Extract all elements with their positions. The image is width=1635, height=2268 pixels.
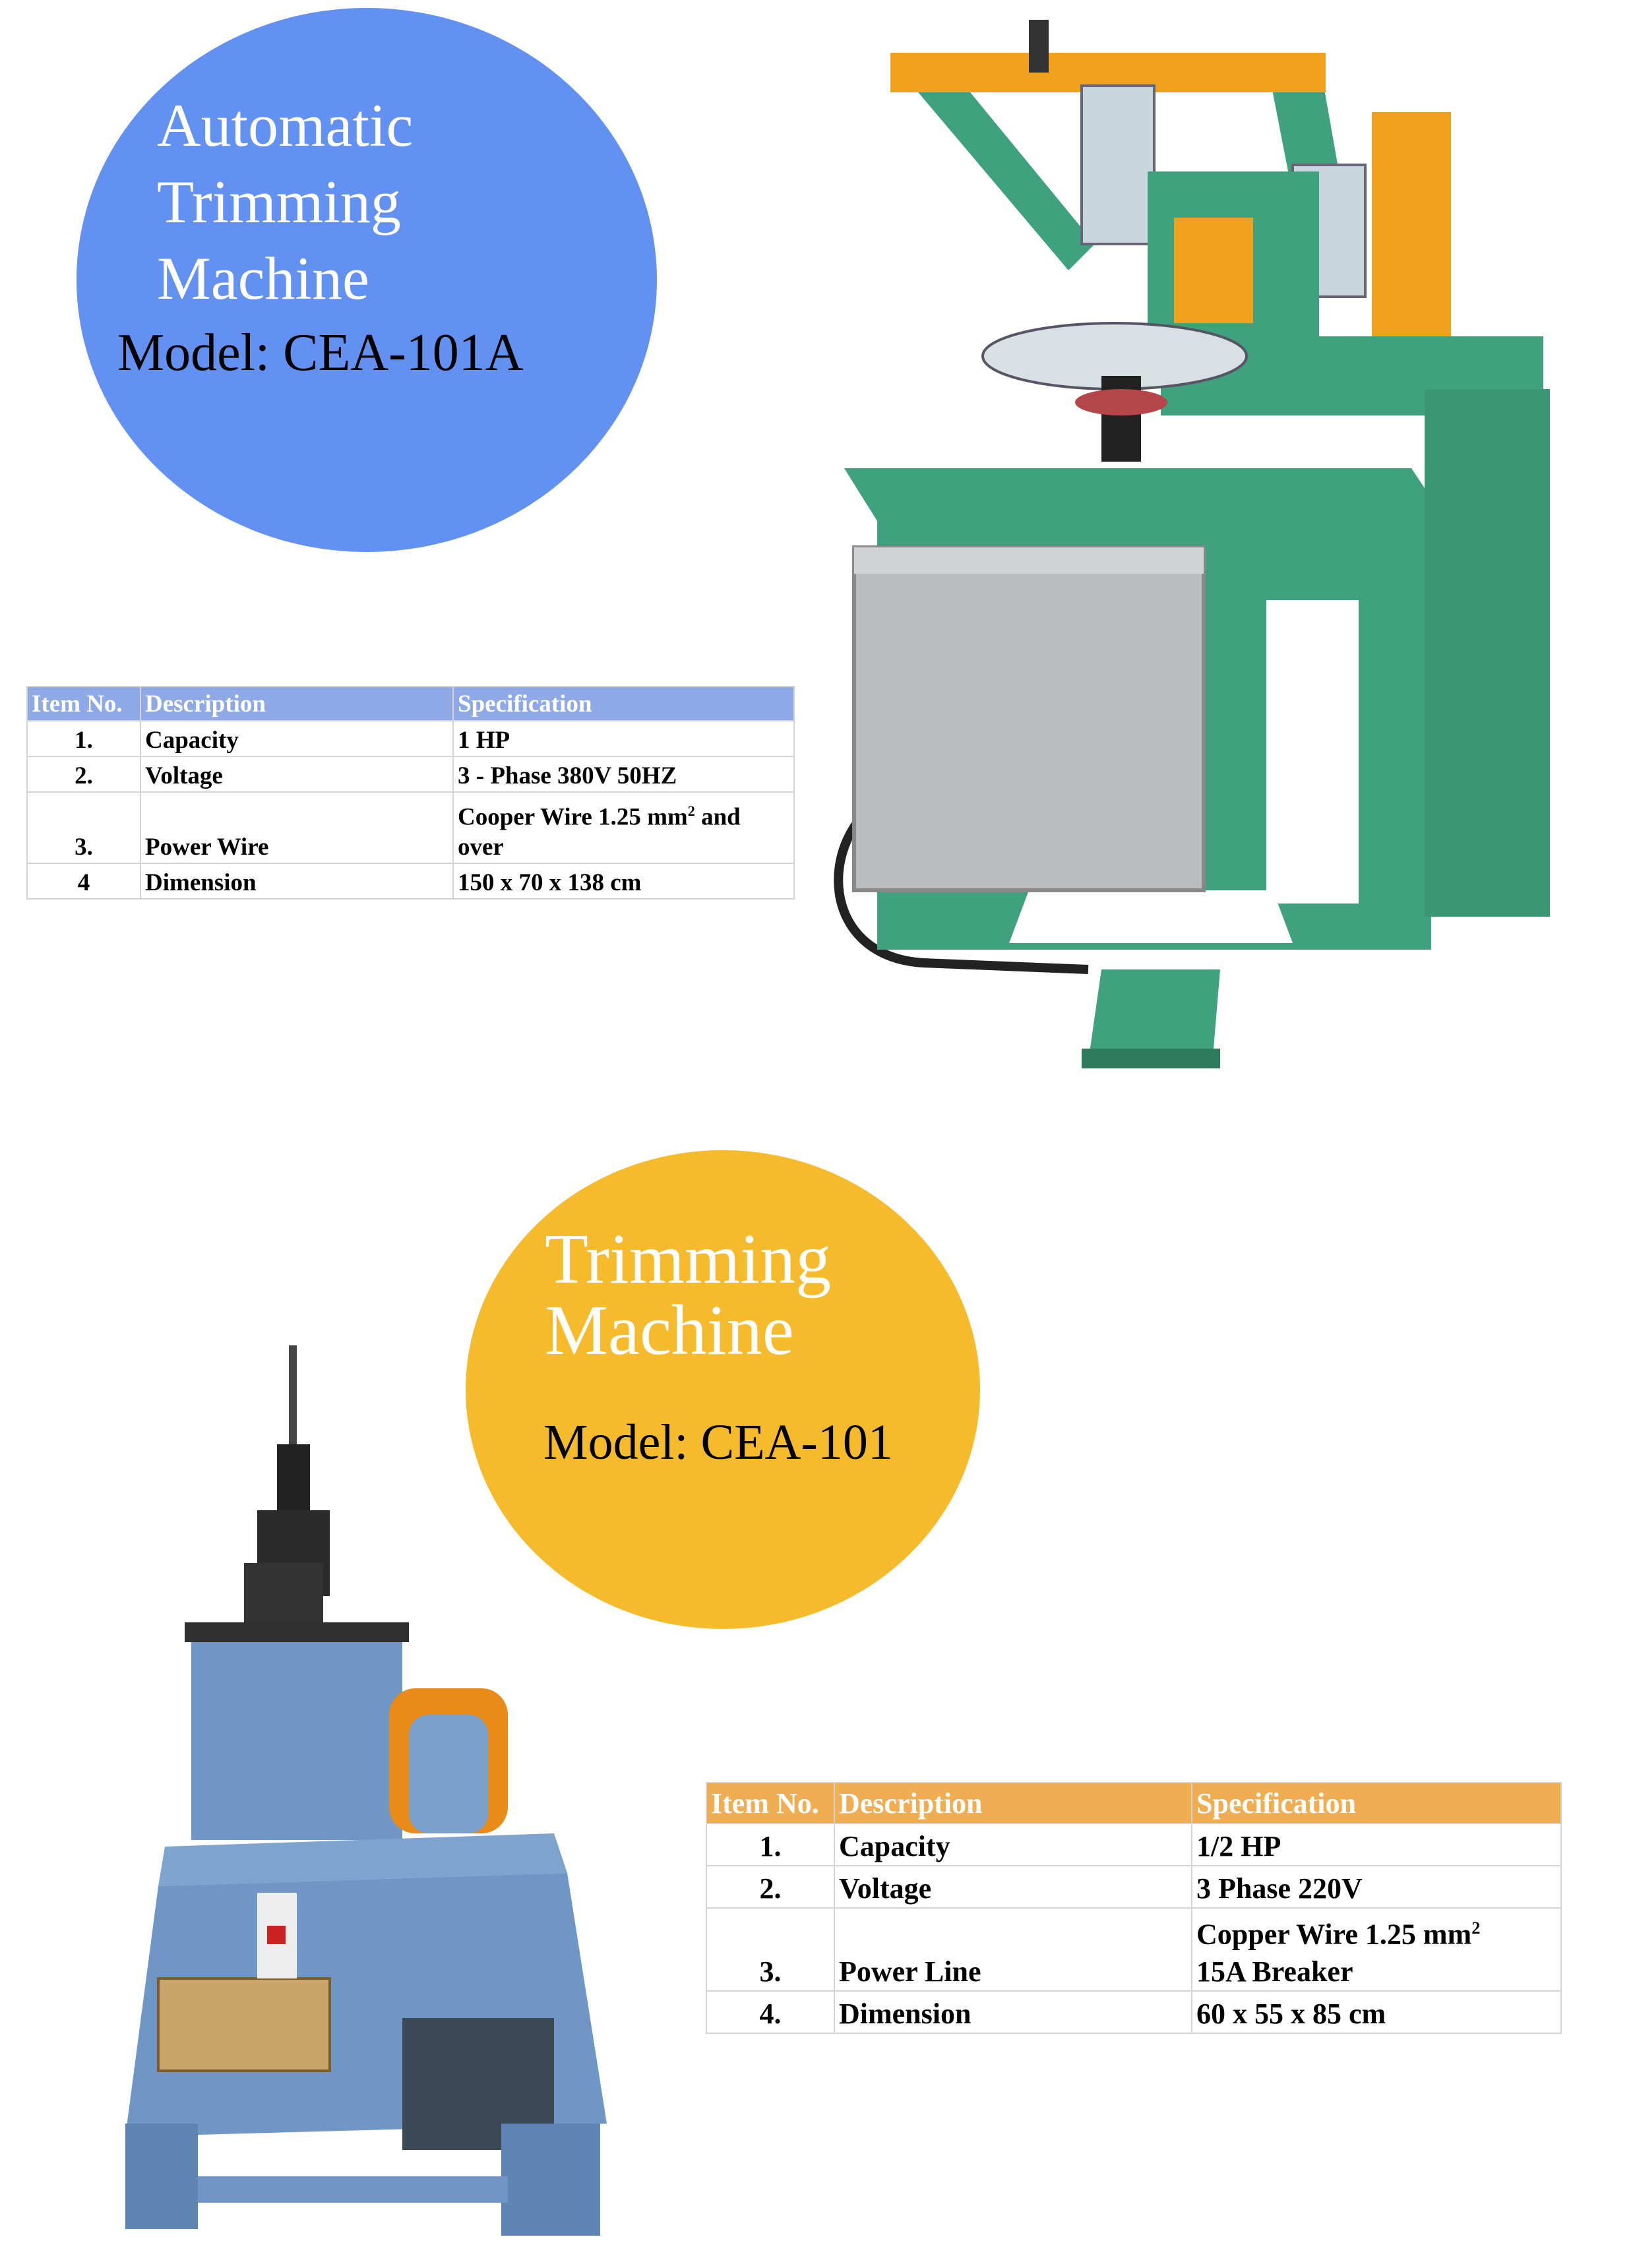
title-line-1: Automatic [157, 92, 414, 159]
superscript: 2 [1471, 1918, 1481, 1938]
item-no: 4. [706, 1991, 834, 2033]
table-header-row [27, 687, 794, 721]
item-no: 1. [706, 1824, 834, 1866]
description: Power Wire [140, 792, 453, 863]
spec-line-1-end: and [694, 803, 741, 830]
model-label: Model: CEA-101 [543, 1415, 893, 1470]
title-line-2: Trimming [157, 168, 401, 235]
title-line-3: Machine [157, 245, 369, 312]
header-item-no: Item No. [706, 1783, 834, 1824]
spec-table-cea-101 [706, 1782, 1562, 2034]
specification: 1 HP [453, 721, 794, 756]
header-description: Description [834, 1783, 1192, 1824]
description: Voltage [834, 1866, 1192, 1908]
superscript: 2 [687, 802, 695, 819]
title-line-1: Trimming [545, 1220, 832, 1299]
description: Dimension [834, 1991, 1192, 2033]
item-no: 3. [27, 792, 140, 863]
spec-line-2: 15A Breaker [1196, 1955, 1353, 1988]
specification: 150 x 70 x 138 cm [453, 863, 794, 899]
trimming-machine-image [106, 1345, 633, 2242]
specification: 3 - Phase 380V 50HZ [453, 756, 794, 792]
automatic-trimming-machine-image [791, 20, 1576, 1088]
description: Dimension [140, 863, 453, 899]
model-label: Model: CEA-101A [117, 324, 524, 382]
description: Power Line [834, 1908, 1192, 1991]
table-row [27, 863, 794, 899]
spec-table-cea-101a [26, 686, 795, 900]
item-no: 4 [27, 863, 140, 899]
table-row [706, 1991, 1561, 2033]
description: Capacity [834, 1824, 1192, 1866]
description: Capacity [140, 721, 453, 756]
model-circle-cea-101a [77, 8, 657, 552]
description: Voltage [140, 756, 453, 792]
spec-line-1: Copper Wire 1.25 mm [1196, 1918, 1472, 1951]
specification [1192, 1908, 1561, 1991]
header-description: Description [140, 687, 453, 721]
specification: 1/2 HP [1192, 1824, 1561, 1866]
table-row [706, 1866, 1561, 1908]
table-header-row [706, 1783, 1561, 1824]
table-row [27, 721, 794, 756]
table-row [27, 756, 794, 792]
item-no: 2. [27, 756, 140, 792]
title-line-2: Machine [545, 1291, 794, 1370]
spec-line-2: over [458, 834, 504, 861]
specification [453, 792, 794, 863]
specification: 60 x 55 x 85 cm [1192, 1991, 1561, 2033]
table-row [706, 1908, 1561, 1991]
header-specification: Specification [1192, 1783, 1561, 1824]
specification: 3 Phase 220V [1192, 1866, 1561, 1908]
spec-line-1: Cooper Wire 1.25 mm [458, 803, 688, 830]
header-item-no: Item No. [27, 687, 140, 721]
item-no: 3. [706, 1908, 834, 1991]
table-row [706, 1824, 1561, 1866]
table-row [27, 792, 794, 863]
item-no: 2. [706, 1866, 834, 1908]
item-no: 1. [27, 721, 140, 756]
header-specification: Specification [453, 687, 794, 721]
